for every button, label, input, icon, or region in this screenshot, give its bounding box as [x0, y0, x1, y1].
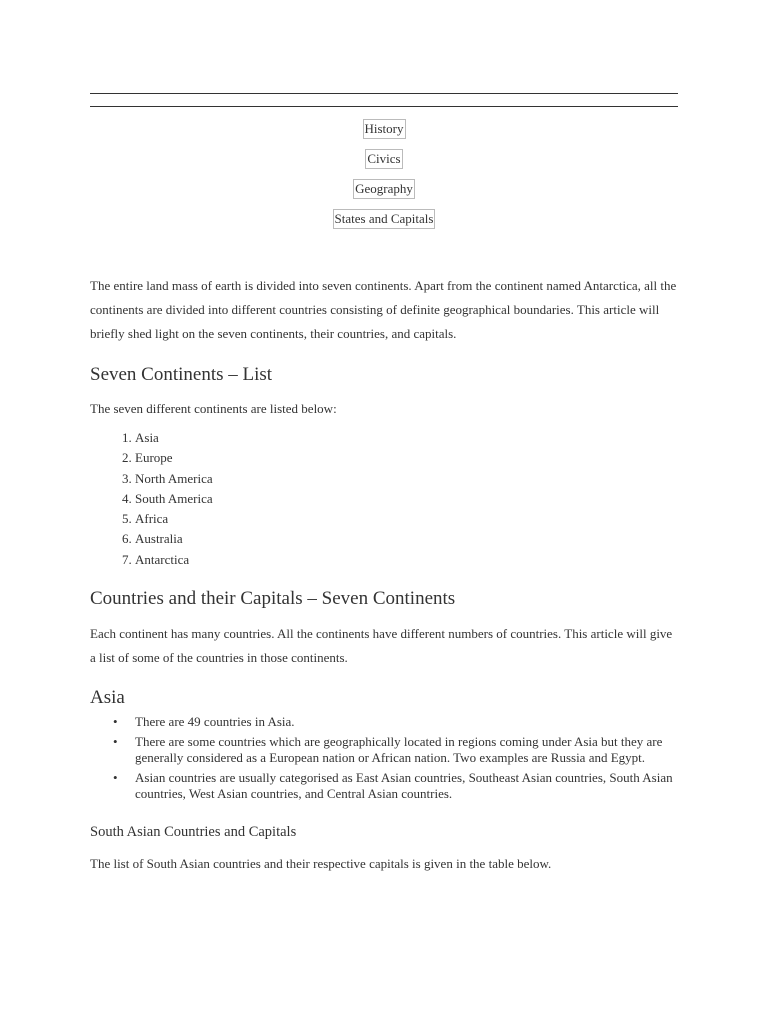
south-asia-paragraph: The list of South Asian countries and their respective capitals is given in the table below.: [90, 856, 552, 872]
section-heading-countries-capitals: Countries and their Capitals – Seven Continents: [90, 588, 456, 610]
nav-link-history[interactable]: History: [363, 119, 406, 139]
section-heading-asia: Asia: [90, 687, 125, 709]
intro-paragraph: The entire land mass of earth is divided into seven continents. Apart from the continent named Antarctica, all the continents are divided into different countries consisting of definite geographical boundaries. This article will briefly shed light on the seven continents, their countries, and capitals.: [90, 278, 677, 341]
nav-link-civics[interactable]: Civics: [365, 149, 402, 169]
countries-paragraph: Each continent has many countries. All the continents have different numbers of countries. This article will give a list of some of the countries in those continents.: [90, 626, 673, 666]
continents-list-lead: The seven different continents are listed below:: [90, 401, 337, 416]
list-item: • There are some countries which are geographically located in regions coming under Asia but they are generally considered as a European nation or African nation. Two examples are Russia and Egypt.: [135, 734, 678, 766]
section-heading-continents-list: Seven Continents – List: [90, 364, 273, 385]
list-item: • Asian countries are usually categorised as East Asian countries, Southeast Asian countries, South Asian countries, West Asian countries, and Central Asian countries.: [135, 770, 678, 802]
category-nav: [0, 119, 768, 239]
list-item: 6. Australia: [135, 529, 678, 549]
asia-facts-list: [90, 714, 678, 802]
nav-link-states-and-capitals[interactable]: States and Capitals: [333, 209, 436, 229]
subsection-heading-south-asia: South Asian Countries and Capitals: [90, 824, 297, 841]
list-item: 5. Africa: [135, 509, 678, 529]
list-item: 3. North America: [135, 469, 678, 489]
continents-list: [90, 428, 678, 570]
top-divider: [90, 93, 678, 94]
list-item: 1. Asia: [135, 428, 678, 448]
nav-link-geography[interactable]: Geography: [353, 179, 415, 199]
list-item: • There are 49 countries in Asia.: [135, 714, 678, 730]
article-body: [90, 274, 678, 876]
list-item: 4. South America: [135, 489, 678, 509]
list-item: 2. Europe: [135, 448, 678, 468]
header-divider: [90, 106, 678, 107]
list-item: 7. Antarctica: [135, 550, 678, 570]
